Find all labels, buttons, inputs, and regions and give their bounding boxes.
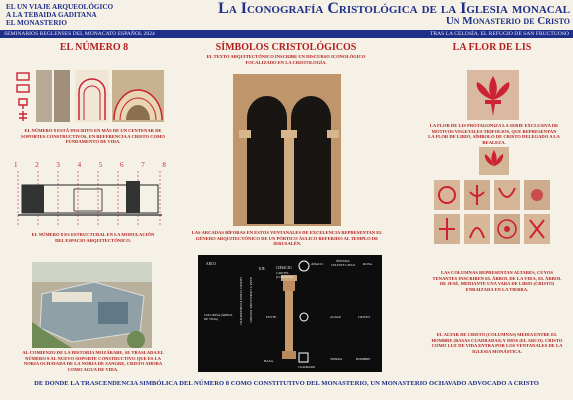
diagram-label: FUSTE <box>266 315 277 319</box>
left-caption-2: EL NÚMERO 8 ES ESTRUCTURAL EN LA MODULACIÓN DEL ESPACIO ARQUITECTÓNICO. <box>31 232 155 243</box>
header-left-line: EL UN VIAJE ARQUEOLÓGICO <box>6 3 114 11</box>
diagram-label: BÓVEDA CELESTE CIELO <box>331 259 355 267</box>
diagram-label: CRISTO <box>358 315 370 319</box>
diagram-label: ROSA <box>363 262 373 266</box>
band-right-text: TRAS LA CELOSÍA. EL REFUGIO DE SAN FRUCTUOSO <box>429 31 569 37</box>
ruler-number: 8 <box>162 161 166 169</box>
relief-tile <box>434 214 460 244</box>
diagram-label: EJE <box>259 267 265 271</box>
diagram-vertical-label: CRISTO COMO FUNDAMENTO <box>239 277 243 325</box>
diagram-label: COLUMNA (ÁRBOL DE VIDA) <box>204 313 233 321</box>
page-title: La Iconografía Cristológica de la Iglesia monacal <box>218 0 570 17</box>
center-intro: EL TEXTO ARQUITECTÓNICO INSCRIBE UN DISCURSO ICONOLÓGICO FOCALIZADO EN LA CRISTOLOGÍA. <box>206 54 366 65</box>
diagram-label: CUADRADO <box>298 365 316 369</box>
lily-relief-small <box>479 147 509 175</box>
ruler-number: 3 <box>56 161 60 169</box>
diagram-label: CAPITEL (CORINTIO) <box>276 271 294 279</box>
diagram-label: HOMBRE <box>356 357 371 361</box>
ruler-number: 5 <box>98 161 103 169</box>
relief-tile <box>494 180 520 210</box>
header-left-block <box>6 3 156 28</box>
relief-tile <box>494 214 520 244</box>
diagram-label: ÁBACO <box>311 262 323 266</box>
footer-statement: DE DONDE LA TRASCENDENCIA SIMBÓLICA DEL NÚMERO 8 COMO CONSTITUTIVO DEL MONASTERIO, UN MONASTERIO OCHAVADO ADVOCADO A CRISTO <box>34 380 539 387</box>
bifora-window-photo <box>233 74 341 226</box>
section-drawing <box>14 171 166 227</box>
relief-tile <box>524 214 550 244</box>
left-caption-1: EL NÚMERO 8 ESTÁ INSCRITO EN MÁS DE UN CENTENAR DE SOPORTES CONSTRUCTIVOS, EN REFERENCIA A CRISTO COMO FUNDAMENTO DE VIDA. <box>20 128 165 145</box>
vault-photo <box>112 70 164 122</box>
section-title-center: SÍMBOLOS CRISTOLÓGICOS <box>215 42 357 53</box>
stone-photo-1 <box>36 70 52 122</box>
stone-photo-2 <box>54 70 70 122</box>
ruler-number: 1 <box>14 161 18 169</box>
diagram-label: ALTAR <box>330 315 341 319</box>
diagram-label: TIERRA <box>330 357 343 361</box>
relief-tile <box>464 180 490 210</box>
relief-tile <box>434 180 460 210</box>
diagram-label: ARCO <box>206 262 216 266</box>
right-caption-3: EL ALTAR DE CRISTO (COLUMNAS) MEDIA ENTRE EL HOMBRE (BASAS CUADRADAS) Y DIOS (EL ARCO). CRISTO COMO LUZ DE VIDA ENTRA POR LOS VENTANALES DE LA IGLESIA MONÁSTICA. <box>431 332 563 354</box>
ruler-number: 4 <box>77 161 82 169</box>
aerial-site-photo <box>32 262 152 348</box>
header-left-line: EL MONASTERIO <box>6 19 67 28</box>
diagram-vertical-label: ALFA Y OMEGA DEL MUNDO <box>249 277 253 323</box>
fleur-de-lis-relief <box>467 70 519 120</box>
page-subtitle: Un Monasterio de Cristo <box>445 15 570 27</box>
diagram-label: CIMACIO <box>276 266 292 270</box>
section-title-left: EL NÚMERO 8 <box>59 42 129 53</box>
center-caption: LAS ARCADAS BÍFORAS EN ESTOS VENTANALES DE EXCELENCIA REPRESENTAN EL GÉNERO ARQUITECTÓNICO DE UN PÓRTICO ÁULICO REFERIDO AL TEMPLO DE JERUSALÉN. <box>191 230 383 247</box>
ruler-number: 2 <box>35 161 39 169</box>
band-left-text: SEMINARIOS REGLENSES DEL MONACATO ESPAÑOL 2024 <box>4 31 155 37</box>
relief-tile <box>524 180 550 210</box>
ruler-number: 6 <box>120 161 124 169</box>
left-caption-3: AL COMIENZO DE LA HISTORIA MOZÁRABE, SE TRASLADA EL NÚMERO 8 AL NUEVO SOPORTE CONSTRUCTIVO QUE ES LA NORIA OCHAVADA DE LA NORIA DE SANGRE, CRISTO AHORA COMO AGUA DE VIDA. <box>22 350 164 372</box>
header-left-line: A LA TEBAIDA GADITANA <box>6 11 97 20</box>
symbolic-column-diagram <box>198 255 382 372</box>
arch-eight-diagram <box>75 70 109 122</box>
ruler-numbers <box>14 161 166 169</box>
ruler-number: 7 <box>141 161 145 169</box>
right-caption-1: LA FLOR DE LIS PROTAGONIZA LA SERIE EXCLUSIVA DE MOTIVOS VEGETALES TRIFOLIOS, QUE REPRESENTAN LA FLOR DE LIRIO, SÍMBOLO DE CRISTO DELEGADO A LA REALEZA. <box>428 123 560 145</box>
section-title-right: LA FLOR DE LIS <box>452 42 532 53</box>
number-eight-glyphs <box>14 70 34 122</box>
relief-tile <box>464 214 490 244</box>
right-caption-2: LAS COLUMNAS REPRESENTAN ALTARES, CUYOS TENANTES INSCRIBEN EL ÁRBOL DE LA VIDA, EL ÁRBOL DE JESÉ, MEDIANTE UNA VARA DE LIRIO (CRISTO) ENRAIZADA EN LA TIERRA. <box>432 270 562 292</box>
diagram-label: BASA <box>264 359 274 363</box>
